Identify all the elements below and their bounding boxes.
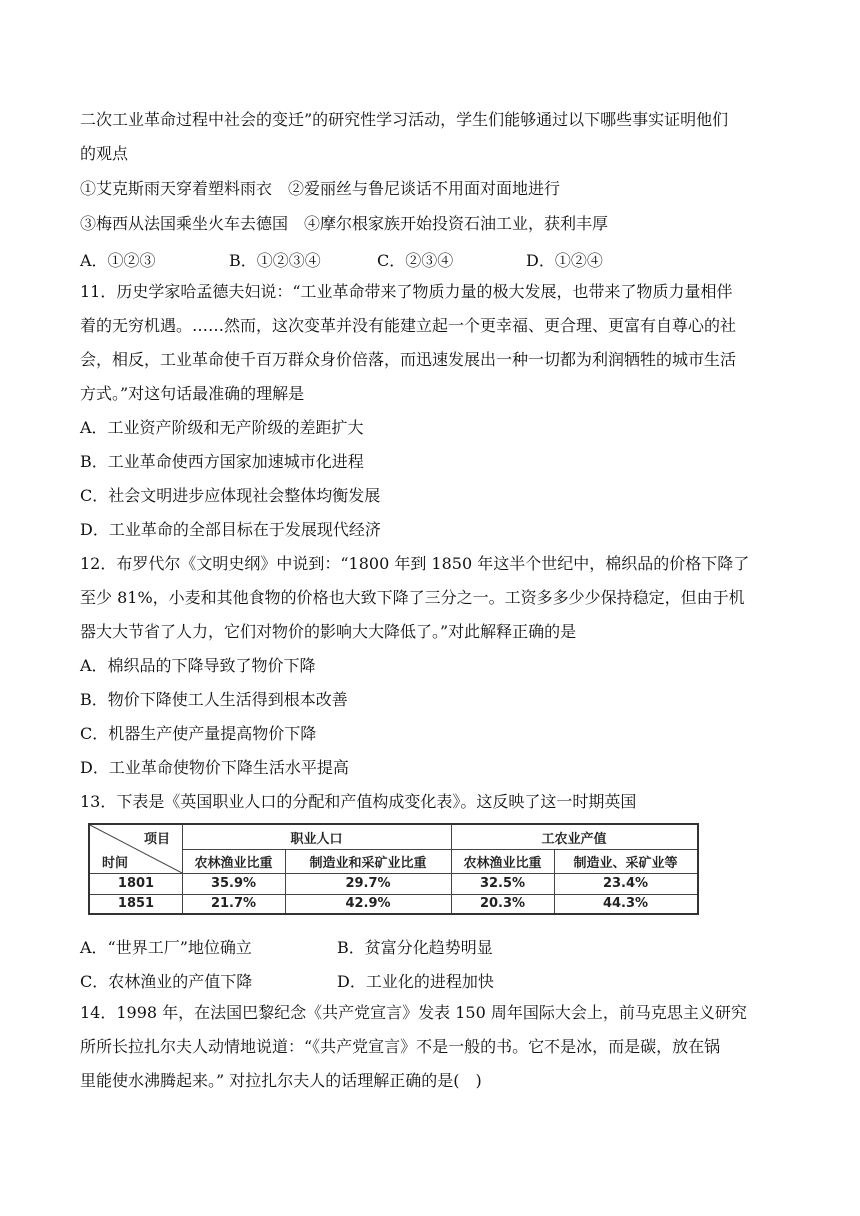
q13-option-a: A．“世界工厂”地位确立 [80, 938, 252, 957]
table-cell: 23.4% [602, 876, 649, 891]
subheader-1: 农林渔业比重 [194, 855, 273, 871]
q10-statement-1: ①艾克斯雨天穿着塑料雨衣 ②爱丽丝与鲁尼谈话不用面对面地进行 [80, 179, 561, 198]
q13-stem: 13．下表是《英国职业人口的分配和产值构成变化表》。这反映了这一时期英国 [80, 792, 637, 811]
table-cell: 21.7% [210, 896, 257, 911]
q11-option-c: C．社会文明进步应体现社会整体均衡发展 [80, 486, 381, 505]
q10-option-c: C．②③④ [377, 251, 454, 270]
table-cell: 32.5% [479, 876, 526, 891]
q12-stem-line-3: 器大大节省了人力，它们对物价的影响大大降低了。”对此解释正确的是 [80, 622, 577, 641]
corner-time-label: 时间 [101, 855, 128, 871]
q10-stem-line-2: 的观点 [80, 144, 129, 163]
subheader-3: 农林渔业比重 [463, 855, 542, 871]
q12-option-d: D．工业革命使物价下降生活水平提高 [80, 758, 349, 777]
subheader-2: 制造业和采矿业比重 [309, 855, 427, 871]
q11-stem-line-3: 会，相反，工业革命使千百万群众身价倍落，而迅速发展出一种一切都为利润牺牲的城市生活 [80, 350, 737, 369]
q11-option-d: D．工业革命的全部目标在于发展现代经济 [80, 520, 381, 539]
q10-stem-line-1: 二次工业革命过程中社会的变迁”的研究性学习活动，学生们能够通过以下哪些事实证明他们 [80, 110, 729, 129]
header-occupation: 职业人口 [290, 831, 343, 847]
row-year-1801: 1801 [117, 876, 155, 891]
table-cell: 35.9% [210, 876, 257, 891]
table-cell: 44.3% [602, 896, 649, 911]
q12-stem-line-2: 至少 81%，小麦和其他食物的价格也大致下降了三分之一。工资多多少少保持稳定，但由于机 [80, 588, 745, 607]
q13-option-c: C．农林渔业的产值下降 [80, 972, 253, 991]
table-cell: 20.3% [479, 896, 526, 911]
corner-item-label: 项目 [143, 831, 170, 847]
subheader-4: 制造业、采矿业等 [573, 855, 678, 871]
q10-statement-2: ③梅西从法国乘坐火车去德国 ④摩尔根家族开始投资石油工业，获利丰厚 [80, 214, 609, 233]
q12-stem-line-1: 12．布罗代尔《文明史纲》中说到：“1800 年到 1850 年这半个世纪中，棉织品的价格下降了 [80, 554, 750, 573]
q12-option-b: B．物价下降使工人生活得到根本改善 [80, 690, 348, 709]
q11-stem-line-4: 方式。”对这句话最准确的理解是 [80, 384, 305, 403]
q12-option-a: A．棉织品的下降导致了物价下降 [80, 656, 316, 675]
q11-option-b: B．工业革命使西方国家加速城市化进程 [80, 452, 364, 471]
table-cell: 29.7% [345, 876, 391, 891]
q11-stem-line-1: 11．历史学家哈孟德夫妇说：“工业革命带来了物质力量的极大发展，也带来了物质力量相伴 [80, 282, 733, 301]
q14-stem-line-1: 14．1998 年，在法国巴黎纪念《共产党宣言》发表 150 周年国际大会上，前马克思主义研究 [80, 1003, 747, 1022]
q10-option-b: B．①②③④ [229, 251, 321, 270]
q14-stem-line-3: 里能使水沸腾起来。” 对拉扎尔夫人的话理解正确的是( ) [80, 1071, 482, 1090]
q11-option-a: A．工业资产阶级和无产阶级的差距扩大 [80, 418, 364, 437]
row-year-1851: 1851 [117, 896, 155, 911]
header-output: 工农业产值 [541, 831, 607, 847]
q12-option-c: C．机器生产使产量提高物价下降 [80, 724, 317, 743]
q13-option-d: D．工业化的进程加快 [337, 972, 494, 991]
q10-option-d: D．①②④ [526, 251, 603, 270]
q11-stem-line-2: 着的无穷机遇。……然而，这次变革并没有能建立起一个更幸福、更合理、更富有自尊心的社 [80, 316, 737, 335]
q14-stem-line-2: 所所长拉扎尔夫人动情地说道：“《共产党宣言》不是一般的书。它不是冰，而是碳，放在锅 [80, 1037, 721, 1056]
table-cell: 42.9% [345, 896, 391, 911]
occupation-output-table [88, 823, 699, 915]
q10-option-a: A．①②③ [80, 251, 156, 270]
q13-option-b: B．贫富分化趋势明显 [337, 938, 493, 957]
